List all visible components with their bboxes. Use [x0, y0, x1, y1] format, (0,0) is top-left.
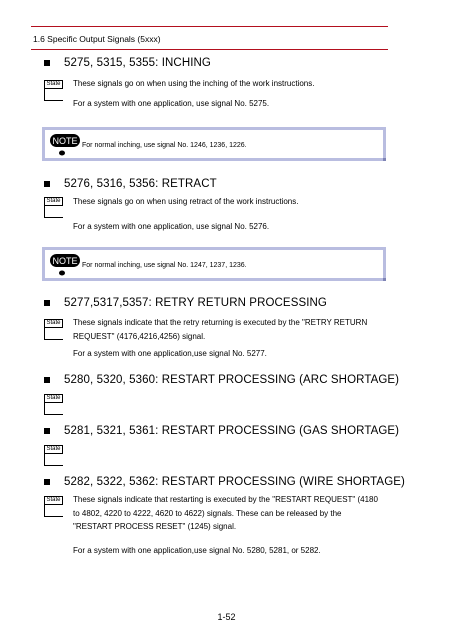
bullet-icon [44, 181, 50, 187]
retract-single-app: For a system with one application, use signal No. 5276. [73, 222, 270, 231]
retry-description-line-1: These signals indicate that the retry returning is executed by the "RETRY RETURN [73, 318, 368, 327]
heading-wire-shortage: 5282, 5322, 5362: RESTART PROCESSING (WIRE SHORTAGE) [44, 476, 405, 488]
retry-description-line-2: REQUEST" (4176,4216,4256) signal. [73, 332, 206, 341]
wire-single-app: For a system with one application,use signal No. 5280, 5281, or 5282. [73, 546, 321, 555]
svg-text:NOTE: NOTE [52, 256, 78, 266]
retract-description: These signals go on when using retract of the work instructions. [73, 197, 299, 206]
note-icon [49, 133, 81, 157]
heading-retry: 5277,5317,5357: RETRY RETURN PROCESSING [44, 297, 327, 309]
state-icon: State [44, 394, 64, 414]
inching-single-app: For a system with one application, use signal No. 5275. [73, 99, 270, 108]
note-box-1 [42, 127, 386, 161]
inching-description: These signals go on when using the inching of the work instructions. [73, 79, 315, 88]
wire-description-line-2: to 4802, 4220 to 4222, 4620 to 4622) signals. These can be released by the [73, 509, 342, 518]
bullet-icon [44, 377, 50, 383]
svg-text:NOTE: NOTE [52, 136, 78, 146]
state-icon: State [44, 496, 64, 516]
bullet-icon [44, 60, 50, 66]
bullet-icon [44, 300, 50, 306]
state-icon: State [44, 319, 64, 339]
wire-description-line-1: These signals indicate that restarting is executed by the "RESTART REQUEST" (4180 [73, 495, 378, 504]
heading-retract: 5276, 5316, 5356: RETRACT [44, 178, 217, 190]
wire-description-line-3: "RESTART PROCESS RESET" (1245) signal. [73, 522, 237, 531]
state-icon: State [44, 80, 64, 100]
header-top-rule [31, 26, 388, 27]
running-header: 1.6 Specific Output Signals (5xxx) [33, 34, 161, 44]
note-box-2 [42, 247, 386, 281]
state-icon: State [44, 197, 64, 217]
retry-single-app: For a system with one application,use signal No. 5277. [73, 349, 267, 358]
bullet-icon [44, 479, 50, 485]
note-2-text: For normal inching, use signal No. 1247, 1237, 1236. [82, 262, 247, 269]
note-icon [49, 253, 81, 277]
bullet-icon [44, 428, 50, 434]
state-icon: State [44, 445, 64, 465]
heading-inching: 5275, 5315, 5355: INCHING [44, 57, 211, 69]
heading-gas-shortage: 5281, 5321, 5361: RESTART PROCESSING (GAS SHORTAGE) [44, 425, 399, 437]
page-number: 1-52 [217, 612, 236, 622]
header-bottom-rule [31, 49, 388, 50]
note-1-text: For normal inching, use signal No. 1246, 1236, 1226. [82, 142, 247, 149]
heading-arc-shortage: 5280, 5320, 5360: RESTART PROCESSING (ARC SHORTAGE) [44, 374, 399, 386]
